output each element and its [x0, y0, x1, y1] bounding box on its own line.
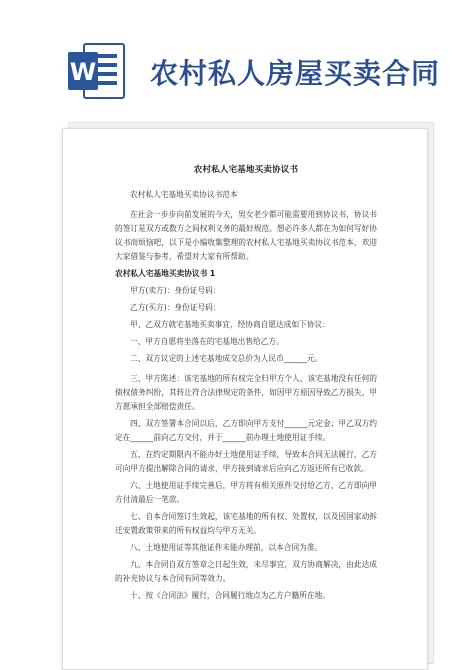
clause-10: 十、按《合同法》履行，合同履行地点为乙方户籍所在地。: [130, 591, 330, 600]
clause-3: 三、甲方陈述：该宅基地的所有权完全归甲方个人，该宅基地没有任何的债权债务纠纷，其转让符合法律规定的条件，如因甲方原因导致乙方损失，甲方愿承担全部赔偿责任。: [115, 374, 377, 411]
clause-2: 二、双方议定的上述宅基地成交总价为人民币______元。: [130, 354, 323, 363]
party-b-line: 乙方(买方)：身份证号码：: [130, 303, 221, 312]
agreement-intro: 甲、乙双方就宅基地买卖事宜，经协商自愿达成如下协议：: [130, 320, 330, 329]
clause-7: 七、自本合同签订生效起，该宅基地的所有权、处置权，以及因国家动拆迁安置政策带来的所有权益均与甲方无关。: [115, 512, 377, 535]
header-banner: [0, 0, 474, 112]
intro-paragraph: 在社会一步步向前发展的今天，男女老少都可能需要用到协议书，协议书的签订是双方或数方之间权利义务的最好规范。想必许多人都在为如何写好协议书而烦恼吧，以下是小编收集整理的农村私人宅基地买卖协议书范本，欢迎大家借鉴与参考，希望对大家有所帮助。: [115, 210, 377, 261]
document-title: 农村私人宅基地买卖协议书: [193, 165, 299, 175]
page-title: 农村私人房屋买卖合同: [150, 57, 441, 90]
clause-9: 九、本合同自双方签章之日起生效，未尽事宜，双方协商解决，由此达成的补充协议与本合同有同等效力。: [115, 560, 377, 583]
word-document-icon: [66, 40, 128, 102]
clause-1: 一、甲方自愿将坐落在的宅基地出售给乙方。: [130, 337, 284, 346]
clause-5: 五、在约定期限内不能办好土地使用证手续，导致本合同无法履行，乙方可向甲方提出解除合同的请求，甲方接到请求后应向乙方返还所有已收款。: [115, 450, 377, 473]
document-body: [115, 163, 377, 606]
document-page: [62, 128, 428, 670]
document-preview: [62, 128, 426, 668]
clause-6: 六、土地使用证手续完善后，甲方将有相关原件交付给乙方，乙方即向甲方付清最后一笔款。: [115, 481, 377, 504]
section-heading: 农村私人宅基地买卖协议书 1: [115, 269, 216, 278]
clause-8: 八、土地使用证等其他证件未能办理前，以本合同为准。: [130, 543, 323, 552]
document-subtitle: 农村私人宅基地买卖协议书范本: [130, 190, 238, 199]
party-a-line: 甲方(卖方)：身份证号码：: [130, 286, 221, 295]
svg-text:W: W: [69, 58, 97, 86]
clause-4: 四、双方签署本合同以后，乙方即向甲方支付______元定金；甲乙双方约定在______前向乙方交付，并于______前办理土地使用证手续。: [115, 419, 377, 442]
